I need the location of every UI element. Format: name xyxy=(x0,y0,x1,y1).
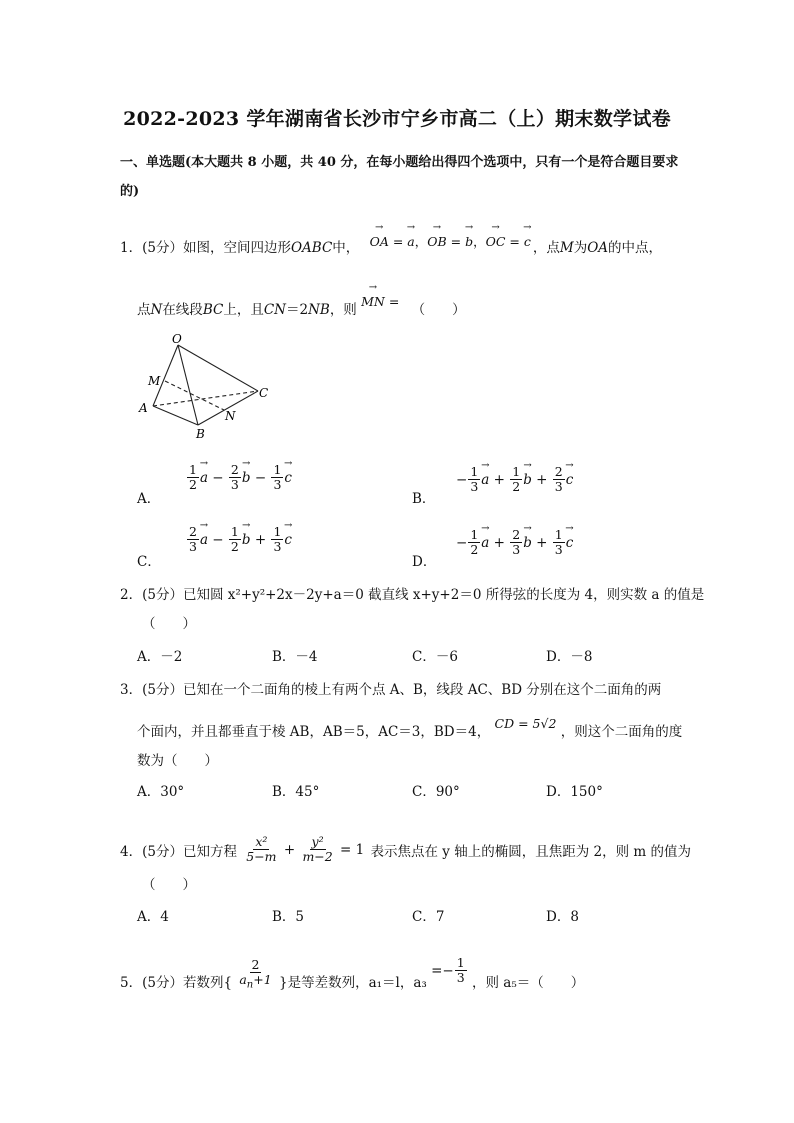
q1-label-m: M xyxy=(148,374,161,388)
q1-label-c: C xyxy=(259,386,269,400)
q3-option-a[interactable]: A．30° xyxy=(137,784,185,800)
q3-stem-line3: 数为（ ） xyxy=(137,753,218,769)
q5-a3-value: =− $\frac{1}{3}$ xyxy=(431,955,465,986)
q5-sequence-term: $\frac{2}{a_n+1}$ xyxy=(239,957,272,991)
q3-cd-expr: CD = 5√2 xyxy=(494,716,557,731)
q1-vector-conditions: → OA = → a，→ OB = → b，→ OC = → c xyxy=(370,232,531,250)
q2-option-c[interactable]: C．－6 xyxy=(412,649,458,665)
q1-option-b-expr[interactable]: − $\frac{1}{3}$ → a + $\frac{1}{2}$ → b + $\frac{2}{3}$ → c xyxy=(456,465,573,494)
q4-stem: 4．(5分）已知方程 $\frac{\text{x²}}{5-m}$ + $\frac{\text{y²}}{m-2}$ = 1 表示焦点在 y 轴上的椭圆，且焦距为 2，则 m 的值为 xyxy=(120,834,691,864)
q3-stem-line2: 个面内，并且都垂直于棱 AB，AB＝5，AC＝3，BD＝4， CD = 5√2 ，则这个二面角的度 xyxy=(137,716,683,740)
q1-option-c-expr[interactable]: $\frac{2}{3}$ → a − $\frac{1}{2}$ → b + $\frac{1}{3}$ → c xyxy=(186,525,292,554)
section-heading: 一、单选题(本大题共 8 小题，共 40 分，在每小题给出得四个选项中，只有一个是符合题目要求的) xyxy=(120,155,679,199)
q3-option-c[interactable]: C．90° xyxy=(412,784,460,800)
q4-option-b[interactable]: B．5 xyxy=(272,909,305,925)
q1-stem-line2: 点N在线段BC上，且CN＝2NB，则 → MN = （ ） xyxy=(137,298,466,318)
q2-option-b[interactable]: B．－4 xyxy=(272,649,318,665)
q3-option-b[interactable]: B．45° xyxy=(272,784,320,800)
q1-label-b: B xyxy=(196,427,205,441)
q1-option-b-label[interactable]: B． xyxy=(412,491,436,507)
q1-label-o: O xyxy=(172,333,182,346)
q1-mn-vector: → MN = xyxy=(361,294,399,309)
q2-stem: 2．(5分）已知圆 x²+y²+2x－2y+a＝0 截直线 x+y+2＝0 所得弦的长度为 4，则实数 a 的值是 xyxy=(120,587,705,603)
q1-option-a-label[interactable]: A． xyxy=(137,491,161,507)
q4-option-a[interactable]: A．4 xyxy=(137,909,169,925)
q1-stem-line1: 1．(5分）如图，空间四边形OABC中， → OA = → a，→ OB = → b，→ OC = → c ，点M为OA的中点， xyxy=(120,236,662,256)
q1-option-d-expr[interactable]: − $\frac{1}{2}$ → a + $\frac{2}{3}$ → b + $\frac{1}{3}$ → c xyxy=(456,528,573,557)
q4-ellipse-equation: $\frac{\text{x²}}{5-m}$ + $\frac{\text{y²}}{m-2}$ = 1 xyxy=(246,834,365,864)
q1-option-c-label[interactable]: C． xyxy=(137,554,161,570)
q4-option-c[interactable]: C．7 xyxy=(412,909,445,925)
q4-option-d[interactable]: D．8 xyxy=(546,909,579,925)
q3-option-d[interactable]: D．150° xyxy=(546,784,603,800)
q1-label-n: N xyxy=(225,409,236,423)
q2-option-d[interactable]: D．－8 xyxy=(546,649,593,665)
q1-tetrahedron-figure xyxy=(136,333,276,443)
q4-paren: （ ） xyxy=(142,877,196,893)
q2-paren: （ ） xyxy=(142,616,196,632)
page-title: 2022-2023 学年湖南省长沙市宁乡市高二（上）期末数学试卷 xyxy=(123,108,671,130)
q3-stem-line1: 3．(5分）已知在一个二面角的棱上有两个点 A、B，线段 AC、BD 分别在这个二面角的两 xyxy=(120,682,662,698)
q1-label-a: A xyxy=(139,401,148,415)
q1-option-a-expr[interactable]: $\frac{1}{2}$ → a − $\frac{2}{3}$ → b − $\frac{1}{3}$ → c xyxy=(186,463,292,492)
q2-option-a[interactable]: A．－2 xyxy=(137,649,183,665)
q1-option-d-label[interactable]: D． xyxy=(412,554,437,570)
q5-stem: 5．(5分）若数列{ $\frac{2}{a_n+1}$ }是等差数列，a₁＝l，a₃ =− $\frac{1}{3}$ ，则 a₅＝（ ） xyxy=(120,955,585,991)
